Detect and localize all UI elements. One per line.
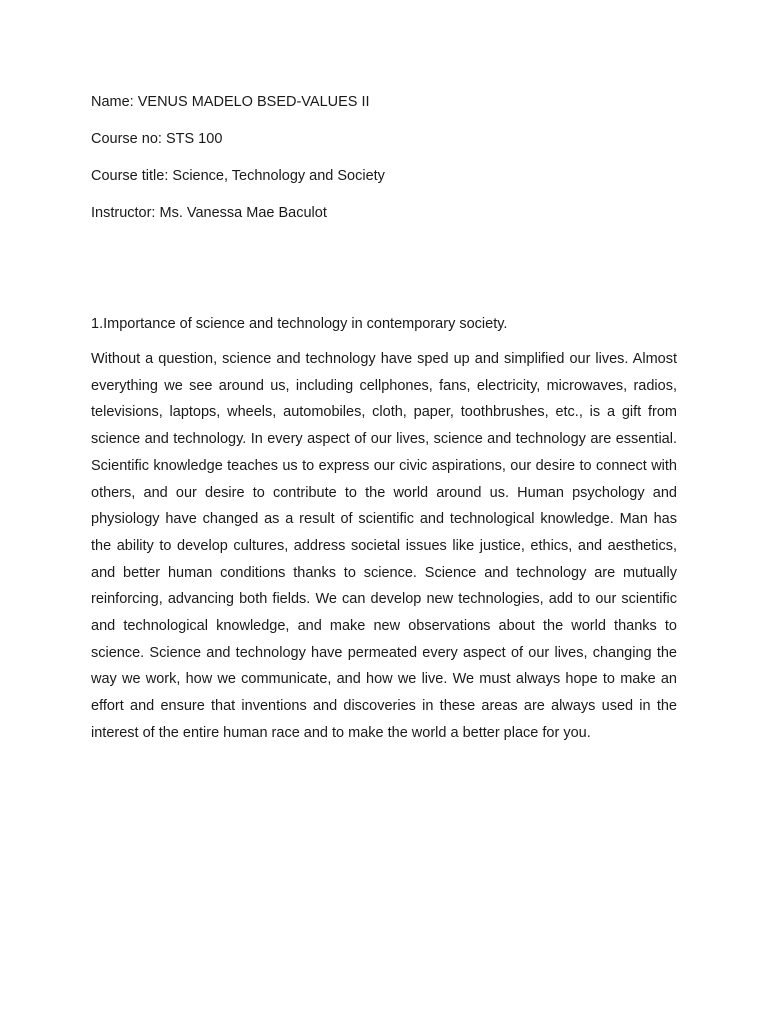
course-number: Course no: STS 100 <box>91 131 223 147</box>
course-title: Course title: Science, Technology and Society <box>91 168 385 184</box>
instructor-name: Instructor: Ms. Vanessa Mae Baculot <box>91 205 327 221</box>
question-heading: 1.Importance of science and technology in contemporary society. <box>91 316 508 332</box>
document-header <box>91 92 691 240</box>
answer-paragraph: Without a question, science and technology have sped up and simplified our lives. Almost everything we see around us, including cellphones, fans, electricity, microwaves, radios, televisions, laptops, wheels, automobiles, cloth, paper, toothbrushes, etc., is a gift from science and technology. In every aspect of our lives, science and technology are essential. Scientific knowledge teaches us to express our civic aspirations, our desire to connect with others, and our desire to contribute to the world around us. Human psychology and physiology have changed as a result of scientific and technological knowledge. Man has the ability to develop cultures, address societal issues like justice, ethics, and aesthetics, and better human conditions thanks to science. Science and technology are mutually reinforcing, advancing both fields. We can develop new technologies, add to our scientific and technological knowledge, and make new observations about the world thanks to science. Science and technology have permeated every aspect of our lives, changing the way we work, how we communicate, and how we live. We must always hope to make an effort and ensure that inventions and discoveries in these areas are always used in the interest of the entire human race and to make the world a better place for you. <box>91 351 677 741</box>
document-body <box>91 314 677 747</box>
student-name: Name: VENUS MADELO BSED-VALUES II <box>91 94 370 110</box>
